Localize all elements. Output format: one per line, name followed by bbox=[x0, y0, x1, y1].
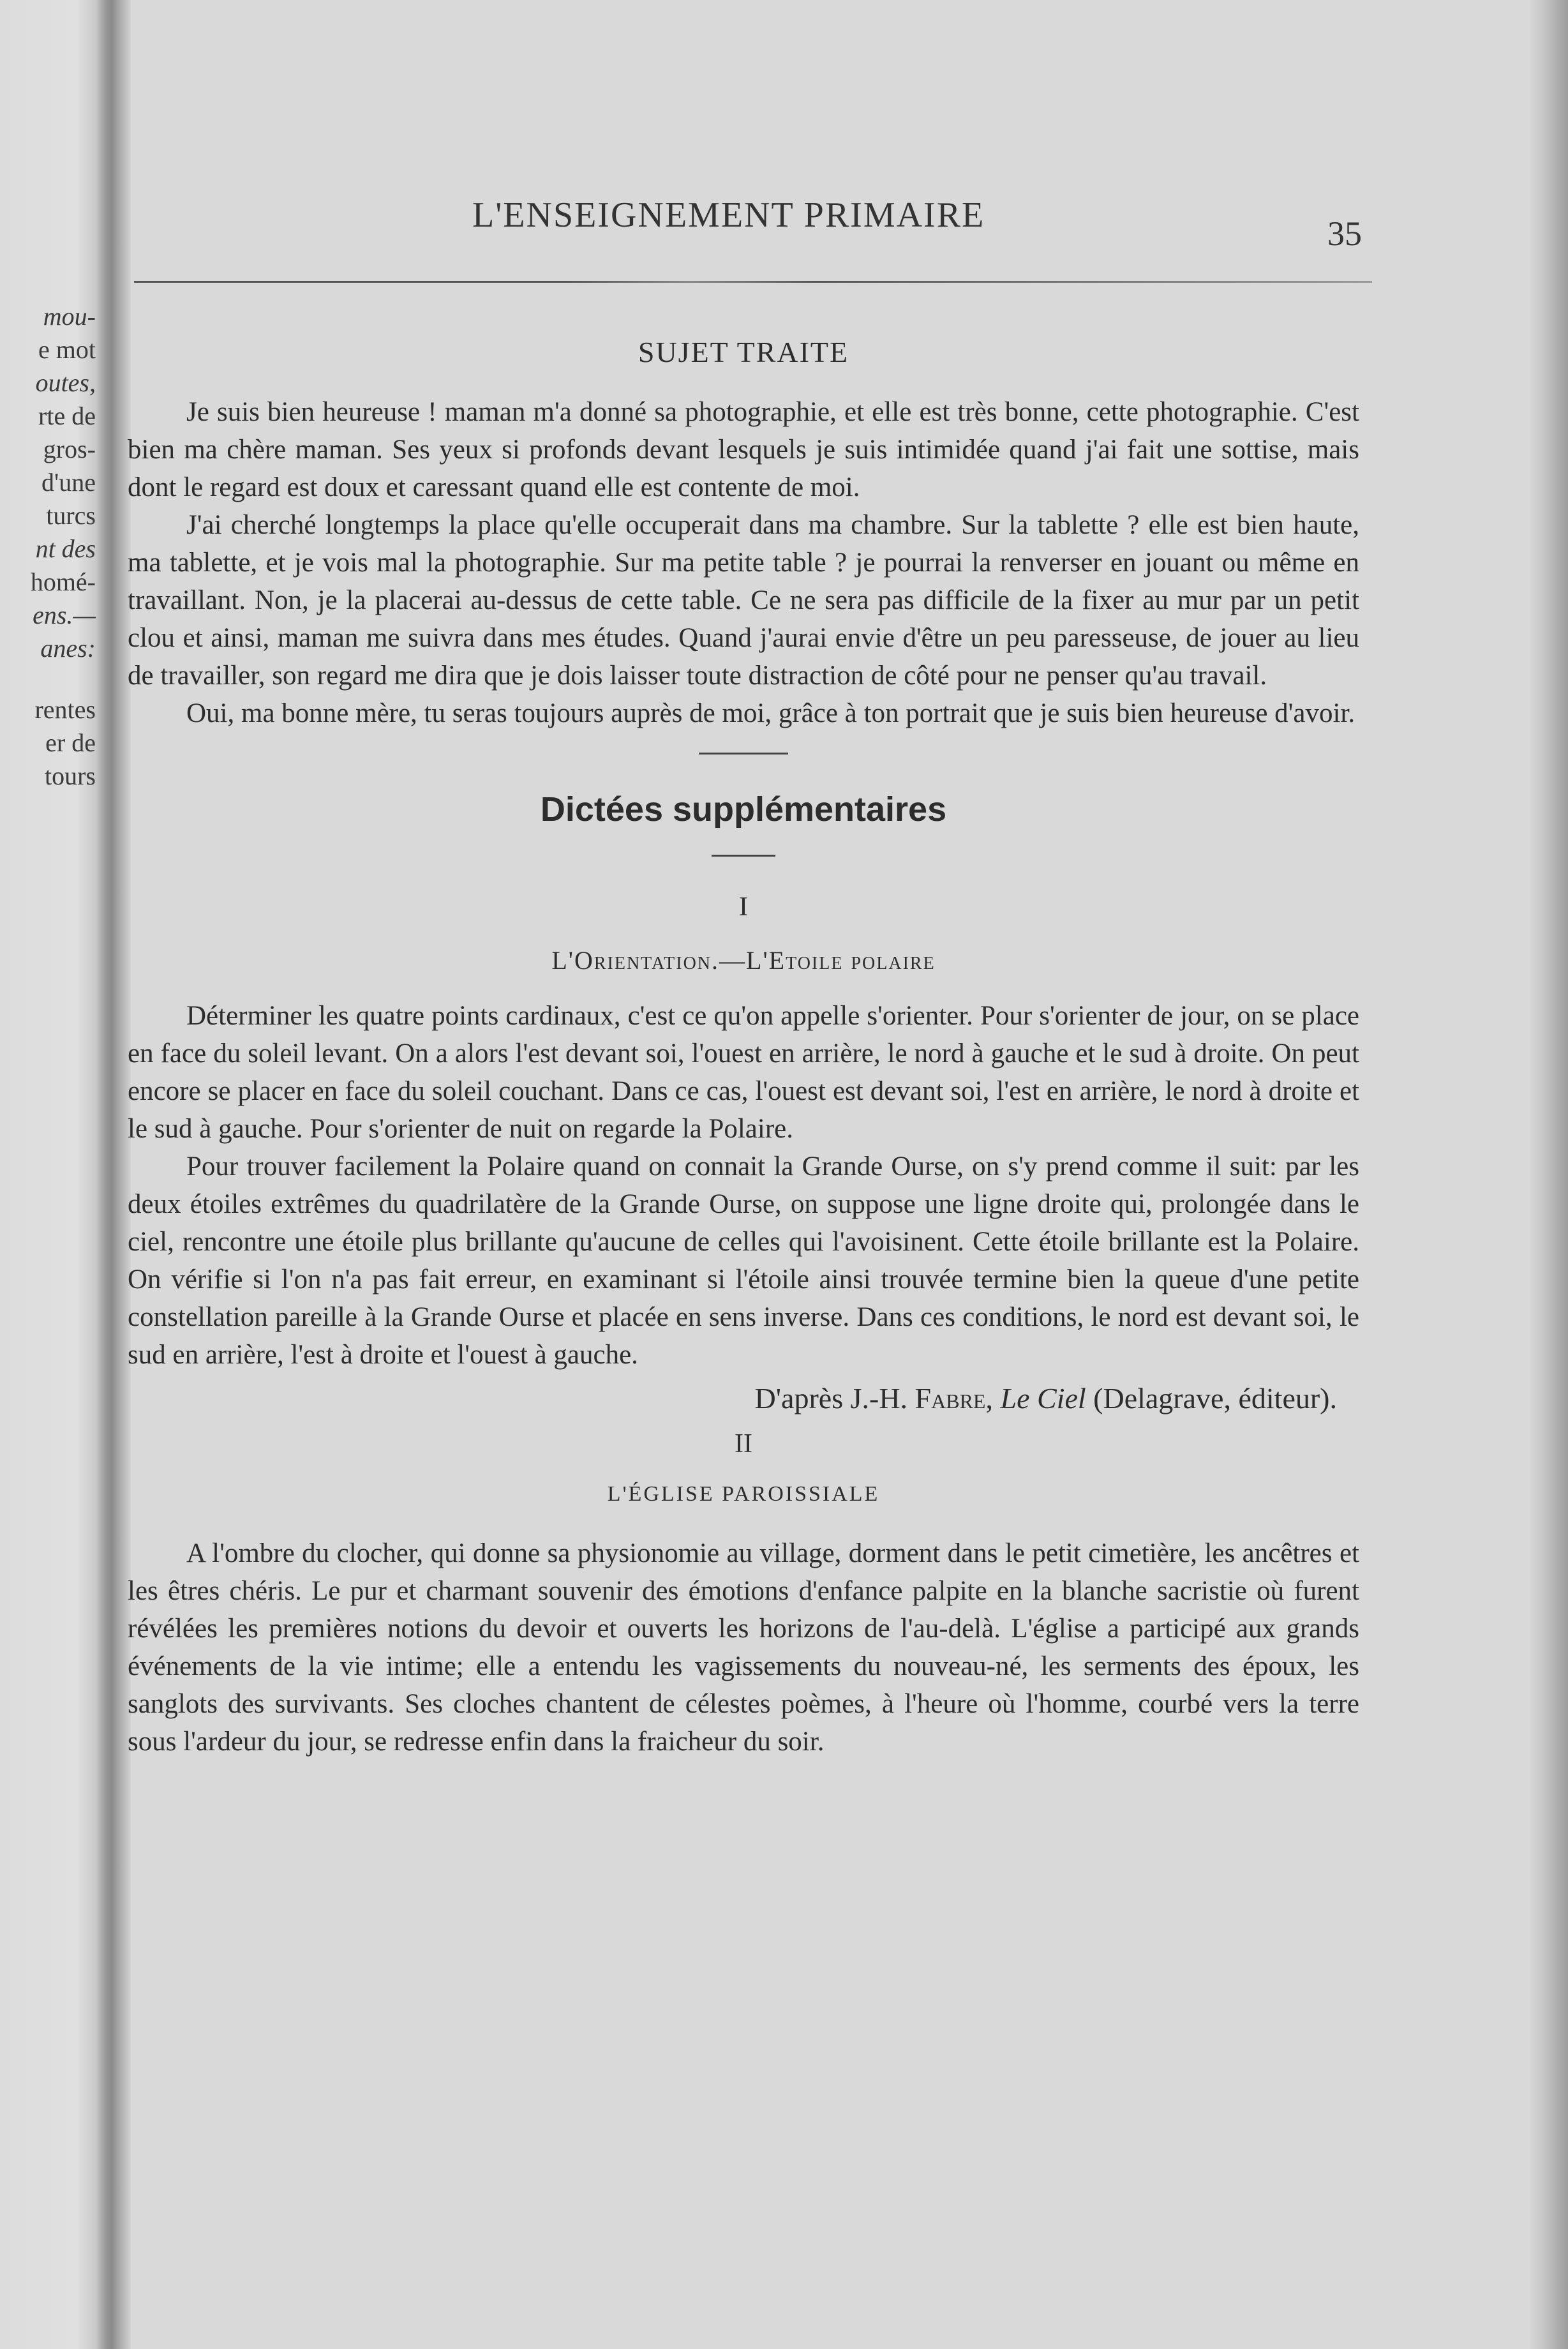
prev-fragment: homé- bbox=[30, 567, 96, 596]
running-title: L'ENSEIGNEMENT PRIMAIRE bbox=[472, 195, 985, 235]
paragraph: Pour trouver facilement la Polaire quand on connait la Grande Ourse, on s'y prend comme il suit: par les deux étoiles extrêmes du quadrilatère de la Grande Ourse, on suppose une ligne droite qui, prolongée dans le ciel, rencontre une étoile plus brillante qu'aucune de celles qui l'avoisinent. Cette étoile brillante est la Polaire. On vérifie si l'on n'a pas fait erreur, en examinant si l'étoile ainsi trouvée termine bien la queue d'une petite constellation pareille à la Grande Ourse et placée en sens inverse. Dans ces conditions, le nord est devant soi, le sud en arrière, l'est à droite et l'ouest à gauche. bbox=[128, 1152, 1359, 1370]
prev-fragment: rentes bbox=[34, 695, 96, 724]
prev-fragment-gap bbox=[0, 665, 96, 693]
prev-fragment: er de bbox=[45, 728, 96, 757]
heading-divider bbox=[712, 855, 775, 857]
prev-fragment: rte de bbox=[38, 402, 96, 430]
prev-fragment: mou- bbox=[43, 302, 96, 331]
header-rule bbox=[134, 281, 1372, 283]
paragraph: J'ai cherché longtemps la place qu'elle occuperait dans ma chambre. Sur la tablette ? elle est bien haute, ma tablette, et je vois mal la photographie. Sur ma petite table ? je pourrai la renverser en jouant ou même en travaillant. Non, je la placerai au-dessus de cette table. Ce ne sera pas difficile de la fixer au mur par un petit clou et ainsi, maman me suivra dans mes études. Quand j'aurai envie d'être un peu paresseuse, de jouer au lieu de travailler, son regard me dira que je dois laisser toute distraction de côté pour ne penser qu'au travail. bbox=[128, 510, 1359, 691]
attribution-author: Fabre, bbox=[915, 1382, 993, 1415]
attribution-prefix: D'après J.-H. bbox=[754, 1382, 915, 1415]
part-numeral: II bbox=[735, 1429, 752, 1459]
part-numeral: I bbox=[739, 892, 748, 922]
paragraph: A l'ombre du clocher, qui donne sa physionomie au village, dorment dans le petit cimetière, les ancêtres et les êtres chéris. Le pur et charmant souvenir des émotions d'enfance palpite en la blanche sacristie où furent révélées les premières notions du devoir et ouverts les horizons de l'au-delà. L'église a participé aux grands événements de la vie intime; elle a entendu les vagissements du nouveau-né, les serments des époux, les sanglots des survivants. Ses cloches chantent de célestes poèmes, à l'heure où l'homme, courbé vers la terre sous l'ardeur du jour, se redresse enfin dans la fraicheur du soir. bbox=[128, 1538, 1359, 1757]
previous-page-margin bbox=[0, 300, 96, 793]
prev-fragment: ens.— bbox=[33, 601, 96, 629]
prev-fragment: gros- bbox=[43, 435, 96, 463]
paragraph: Oui, ma bonne mère, tu seras toujours auprès de moi, grâce à ton portrait que je suis bien heureuse d'avoir. bbox=[186, 698, 1355, 728]
attribution bbox=[128, 1379, 1359, 1418]
prev-fragment: outes, bbox=[35, 368, 96, 397]
prev-fragment: turcs bbox=[46, 501, 96, 530]
prev-fragment: d'une bbox=[41, 468, 96, 497]
page-content bbox=[128, 319, 1359, 1760]
prev-fragment: nt des bbox=[35, 534, 96, 563]
page-edge-shadow bbox=[1530, 0, 1568, 2349]
paragraph: Déterminer les quatre points cardinaux, c'est ce qu'on appelle s'orienter. Pour s'orienter de jour, on se place en face du soleil levant. On a alors l'est devant soi, l'ouest en arrière, le nord à gauche et le sud à droite. On peut encore se placer en face du soleil couchant. Dans ce cas, l'ouest est devant soi, l'est en arrière, le nord à droite et le sud à gauche. Pour s'orienter de nuit on regarde la Polaire. bbox=[128, 1001, 1359, 1144]
attribution-work: Le Ciel bbox=[1000, 1382, 1086, 1415]
book-page bbox=[128, 0, 1532, 2349]
dictees-heading: Dictées supplémentaires bbox=[540, 790, 947, 829]
page-number: 35 bbox=[1327, 214, 1362, 253]
part-title: L'Orientation.—L'Etoile polaire bbox=[551, 946, 936, 975]
part-title: L'ÉGLISE PAROISSIALE bbox=[607, 1482, 880, 1506]
attribution-suffix: (Delagrave, éditeur). bbox=[1086, 1382, 1337, 1415]
prev-fragment: e mot bbox=[38, 335, 96, 364]
section-title-sujet-traite: SUJET TRAITE bbox=[638, 336, 849, 368]
prev-fragment: tours bbox=[45, 762, 96, 790]
paragraph: Je suis bien heureuse ! maman m'a donné sa photographie, et elle est très bonne, cette photographie. C'est bien ma chère maman. Ses yeux si profonds devant lesquels je suis intimidée quand j'ai fait une sottise, mais dont le regard est doux et caressant quand elle est contente de moi. bbox=[128, 397, 1359, 502]
section-divider bbox=[699, 753, 788, 754]
prev-fragment: anes: bbox=[40, 634, 96, 663]
